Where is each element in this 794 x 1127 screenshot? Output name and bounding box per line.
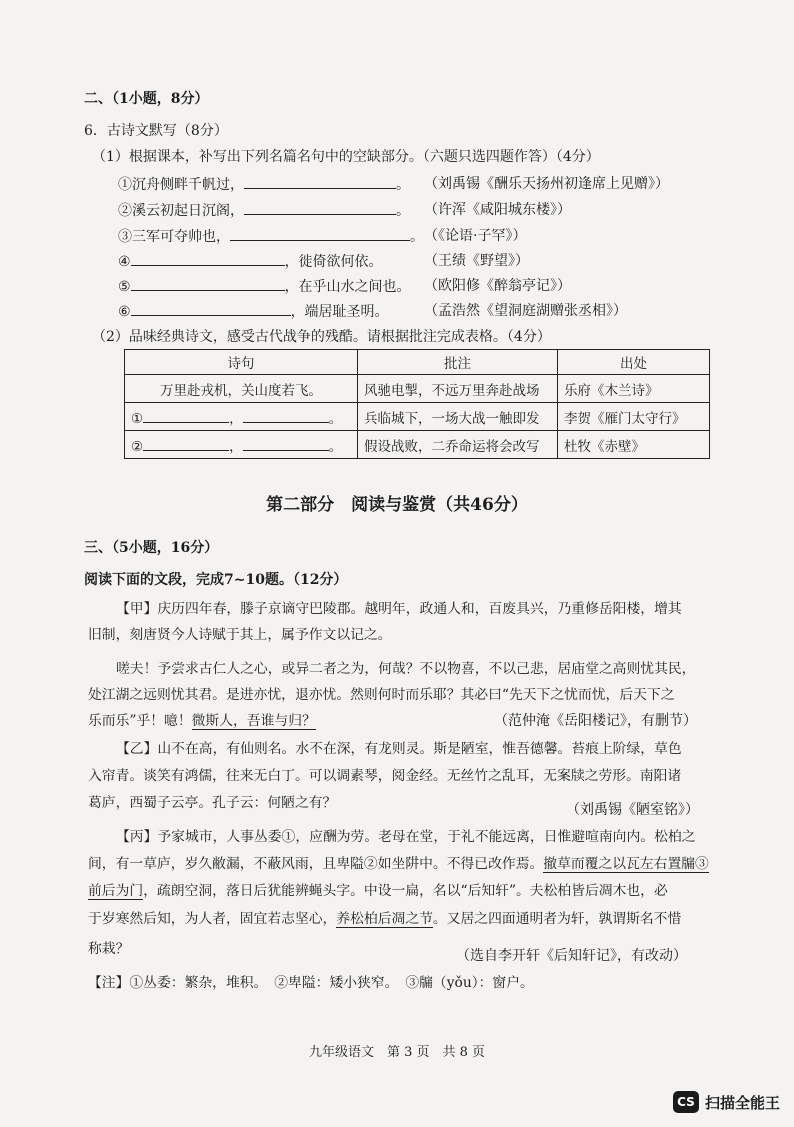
- passage-jia-line: 处江湖之远则忧其君。是进亦忧，退亦忧。然则何时而乐耶？其必曰“先天下之忧而忧，后天下之: [88, 687, 675, 703]
- camscanner-logo-icon: CS: [673, 1091, 699, 1113]
- answer-blank[interactable]: [243, 436, 329, 451]
- table-row: [125, 431, 710, 459]
- note-cell: 兵临城下，一场大战一触即发: [358, 403, 558, 431]
- part2-intro: （2）品味经典诗文，感受古代战争的残酷。请根据批注完成表格。（4分）: [92, 329, 551, 345]
- page-footer: 九年级语文 第 3 页 共 8 页: [308, 1045, 486, 1060]
- passage-bing-line: 前后为门，疏朗空洞，落日后犹能辨蝇头字。中设一扁，名以“后知轩”。夫松柏皆后凋木也，必: [88, 883, 668, 899]
- jia-source: （范仲淹《岳阳楼记》，有删节）: [494, 713, 697, 729]
- fill-item: ⑥ ，端居耻圣明。: [118, 301, 389, 322]
- item-source: （欧阳修《醉翁亭记》）: [424, 278, 571, 294]
- table-row: [125, 375, 710, 403]
- passage-bing-line: 称栽？: [88, 941, 130, 957]
- table-header: 批注: [358, 350, 558, 375]
- item-source: （王绩《野望》）: [424, 253, 529, 269]
- underlined-sentence: 微斯人，吾谁与归？: [191, 713, 316, 729]
- part2-title: 第二部分 阅读与鉴赏（共46分）: [266, 495, 528, 515]
- poem-cell: ② ， 。: [125, 431, 358, 459]
- poetry-table: [124, 349, 710, 459]
- item-source: （《论语·子罕》）: [424, 228, 527, 244]
- underlined-sentence: 前后为门: [88, 883, 144, 899]
- bing-source: （选自李开轩《后知轩记》，有改动）: [456, 948, 687, 964]
- brand-label: 扫描全能王: [704, 1093, 780, 1112]
- q6-title: 6．古诗文默写（8分）: [84, 123, 228, 139]
- poem-cell: ① ， 。: [125, 403, 358, 431]
- answer-blank[interactable]: [131, 301, 291, 316]
- passage-jia-line: 【甲】庆历四年春，滕子京谪守巴陵郡。越明年，政通人和，百废具兴，乃重修岳阳楼，增其: [116, 601, 682, 617]
- passage-yi-line: 入帘青。谈笑有鸿儒，往来无白丁。可以调素琴，阅金经。无丝竹之乱耳，无案牍之劳形。南阳诸: [88, 768, 682, 784]
- fill-item: ⑤ ，在乎山水之间也。: [118, 276, 411, 297]
- fill-item: ②溪云初起日沉阁， 。: [118, 200, 410, 221]
- answer-blank[interactable]: [230, 226, 410, 241]
- answer-blank[interactable]: [244, 174, 396, 189]
- part1-intro: （1）根据课本，补写出下列名篇名句中的空缺部分。（六题只选四题作答）（4分）: [92, 149, 600, 165]
- scanner-watermark: [673, 1091, 780, 1113]
- fill-item: ①沉舟侧畔千帆过， 。: [118, 174, 410, 195]
- passage-bing-line: 【丙】予家城市，人事丛委①，应酬为劳。老母在堂，于礼不能远离，日惟避喧南向内。松柏之: [116, 829, 696, 845]
- answer-blank[interactable]: [143, 436, 229, 451]
- passage-jia-line: 嗟夫！予尝求古仁人之心，或异二者之为，何哉？不以物喜，不以己悲，居庙堂之高则忧其民，: [116, 661, 696, 677]
- passage-yi-line: 【乙】山不在高，有仙则名。水不在深，有龙则灵。斯是陋室，惟吾德馨。苔痕上阶绿，草色: [116, 741, 682, 757]
- source-cell: 李贺《雁门太守行》: [558, 403, 710, 431]
- table-header-row: [125, 350, 710, 375]
- passage-jia-line: 乐而乐”乎！噫！微斯人，吾谁与归？: [88, 713, 316, 729]
- answer-blank[interactable]: [131, 251, 285, 266]
- item-source: （刘禹锡《酬乐天扬州初逢席上见赠》）: [424, 176, 669, 192]
- source-cell: 杜牧《赤壁》: [558, 431, 710, 459]
- answer-blank[interactable]: [244, 200, 396, 215]
- passage-bing-line: 于岁寒然后知，为人者，固宜若志坚心，养松柏后凋之节。又居之四面通明者为轩，孰谓斯名不惜: [88, 911, 682, 927]
- passage-yi-line: 葛庐，西蜀子云亭。孔子云：何陋之有？: [88, 795, 337, 811]
- yi-source: （刘禹锡《陋室铭》）: [566, 802, 699, 818]
- item-source: （许浑《咸阳城东楼》）: [424, 202, 571, 218]
- section3-heading: 三、（5小题，16分）: [84, 540, 219, 556]
- fill-item: ④ ，徙倚欲何依。: [118, 251, 383, 272]
- answer-blank[interactable]: [131, 276, 285, 291]
- underlined-sentence: 撤草而覆之以瓦左右置牖③: [543, 856, 709, 872]
- item-source: （孟浩然《望洞庭湖赠张丞相》）: [424, 303, 627, 319]
- source-cell: 乐府《木兰诗》: [558, 375, 710, 403]
- passage-bing-line: 间，有一草庐，岁久敝漏，不蔽风雨，且卑隘②如坐阱中。不得已改作焉。撤草而覆之以瓦左右置牖③: [88, 856, 709, 872]
- passage-jia-line: 旧制，刻唐贤今人诗赋于其上，属予作文以记之。: [88, 627, 392, 643]
- answer-blank[interactable]: [243, 408, 329, 423]
- answer-blank[interactable]: [143, 408, 229, 423]
- note-cell: 风驰电掣，不远万里奔赴战场: [358, 375, 558, 403]
- fill-item: ③三军可夺帅也， 。: [118, 226, 424, 247]
- poem-cell: 万里赴戎机，关山度若飞。: [125, 375, 358, 403]
- notes: 【注】①丛委：繁杂，堆积。 ②卑隘：矮小狭窄。 ③牖（yǒu）：窗户。: [88, 975, 534, 991]
- note-cell: 假设战败，二乔命运将会改写: [358, 431, 558, 459]
- table-row: [125, 403, 710, 431]
- table-header: 诗句: [125, 350, 358, 375]
- reading-instruction: 阅读下面的文段，完成7~10题。（12分）: [84, 572, 348, 588]
- table-header: 出处: [558, 350, 710, 375]
- underlined-sentence: 养松柏后凋之节: [336, 911, 433, 927]
- section2-heading: 二、（1小题，8分）: [84, 91, 209, 107]
